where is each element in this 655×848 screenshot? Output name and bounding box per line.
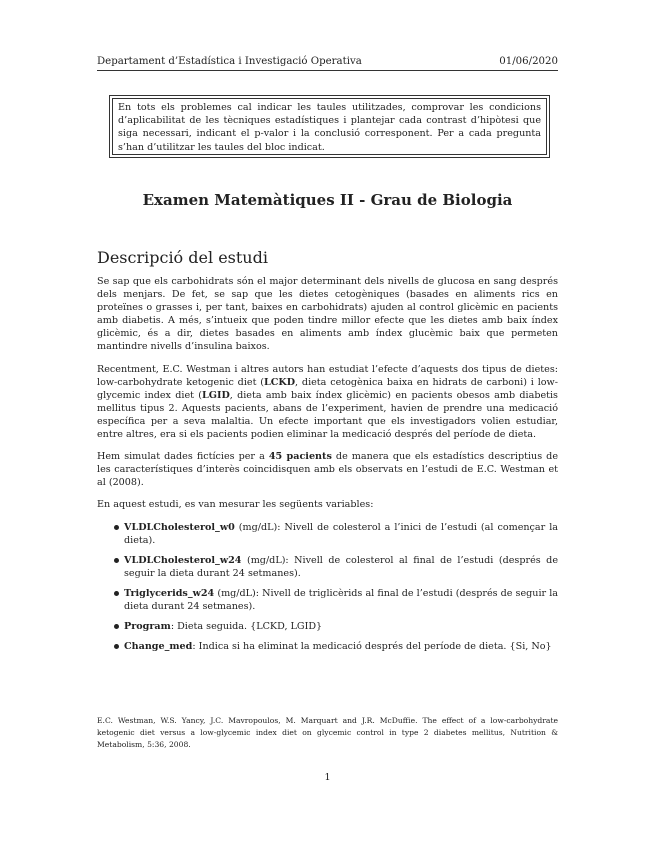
- p3-text-c: de manera que els estadístics descriptius de les característiques d’interès coincidisquen amb els observats en l’estudi de E.C. Westman et al (2008).: [97, 451, 558, 489]
- variable-desc: (mg/dL): Nivell de colesterol a l’inici de l’estudi (al començar la dieta).: [124, 521, 558, 546]
- paragraph-4: En aquest estudi, es van mesurar les següents variables:: [97, 499, 374, 511]
- section-title: Descripció del estudi: [97, 248, 268, 267]
- bullet-icon: [114, 644, 119, 649]
- p2-text-a: Recentment, E.C. Westman i altres autors han estudiat l’efecte d’aquests dos tipus de dietes: low-carbohydrate ketogenic diet (: [97, 363, 558, 388]
- variable-name: Program: [124, 621, 171, 633]
- bullet-icon: [114, 591, 119, 596]
- department-name: Departament d’Estadística i Investigació Operativa: [97, 56, 362, 67]
- paragraph-1: Se sap que els carbohidrats són el major determinant dels nivells de glucosa en sang després dels menjars. De fet, se sap que les dietes cetogèniques (basades en aliments rics en proteïnes o grasses i, per tant, baixes en carbohidrats) ajuden al control glicèmic en pacients amb diabetis. A més, s’intueix que poden tindre millor efecte que les dietes amb baix índex glicèmic, és a dir, dietes basades en aliments amb índex glucèmic baix que permeten mantindre nivells d’insulina baixos.: [97, 276, 558, 353]
- paragraph-3: [97, 450, 558, 489]
- list-item: [97, 640, 558, 653]
- variable-desc: : Dieta seguida. {LCKD, LGID}: [170, 621, 323, 633]
- header-date: 01/06/2020: [499, 56, 558, 67]
- variable-desc: (mg/dL): Nivell de colesterol al final de l’estudi (després de seguir la dieta durant 24 setmanes).: [124, 554, 558, 579]
- bullet-icon: [114, 558, 119, 563]
- list-item: [97, 554, 558, 580]
- variable-name: VLDLCholesterol_w24: [124, 554, 242, 566]
- variable-desc: (mg/dL): Nivell de triglicèrids al final de l’estudi (després de seguir la dieta durant 24 setmanes).: [124, 587, 558, 612]
- p2-text-c: , dieta cetogènica baixa en hidrats de carboni) i low-glycemic index diet (: [97, 376, 558, 401]
- footnote-reference: E.C. Westman, W.S. Yancy, J.C. Mavropoulos, M. Marquart and J.R. McDuffie. The effect of a low-carbohydrate ketogenic diet versus a low-glycemic index diet on glycemic control in type 2 diabetes mellitus, Nutrition & Metabolism, 5:36, 2008.: [97, 716, 558, 749]
- variable-name: Change_med: [124, 641, 193, 653]
- lgid-term: LGID: [202, 389, 230, 401]
- list-item: [97, 521, 558, 547]
- instructions-box: [109, 95, 550, 158]
- instructions-text: En tots els problemes cal indicar les taules utilitzades, comprovar les condicions d’aplicabilitat de les tècniques estadístiques i plantejar cada contrast d’hipòtesi que siga necessari, indicant el p-valor i la conclusió corresponent. Per a cada pregunta s’han d’utilitzar les taules del bloc indicat.: [112, 98, 547, 155]
- page-header: [97, 56, 558, 71]
- paragraph-2: [97, 363, 558, 442]
- study-description: [97, 275, 558, 660]
- p3-text-a: Hem simulat dades fictícies per a: [97, 451, 269, 463]
- exam-title: Examen Matemàtiques II - Grau de Biologia: [142, 191, 513, 209]
- bullet-icon: [114, 624, 119, 629]
- lckd-term: LCKD: [264, 376, 296, 388]
- variable-desc: : Indica si ha eliminat la medicació després del període de dieta. {Si, No}: [192, 641, 552, 653]
- patients-count: 45 pacients: [268, 451, 332, 463]
- variable-name: VLDLCholesterol_w0: [124, 521, 235, 533]
- variables-list: [97, 521, 558, 654]
- list-item: [97, 587, 558, 613]
- list-item: [97, 620, 558, 633]
- bullet-icon: [114, 525, 119, 530]
- variable-name: Triglycerids_w24: [124, 587, 215, 599]
- p2-text-e: , dieta amb baix índex glicèmic) en pacients obesos amb diabetis mellitus tipus 2. Aquests pacients, abans de l’experiment, havien de prendre una medicació específica per a seva malaltia. Un efecte important que els investigadors volien estudiar, entre altres, era si els pacients podien eliminar la medicació després del període de dieta.: [97, 389, 558, 441]
- page-number: 1: [324, 772, 331, 783]
